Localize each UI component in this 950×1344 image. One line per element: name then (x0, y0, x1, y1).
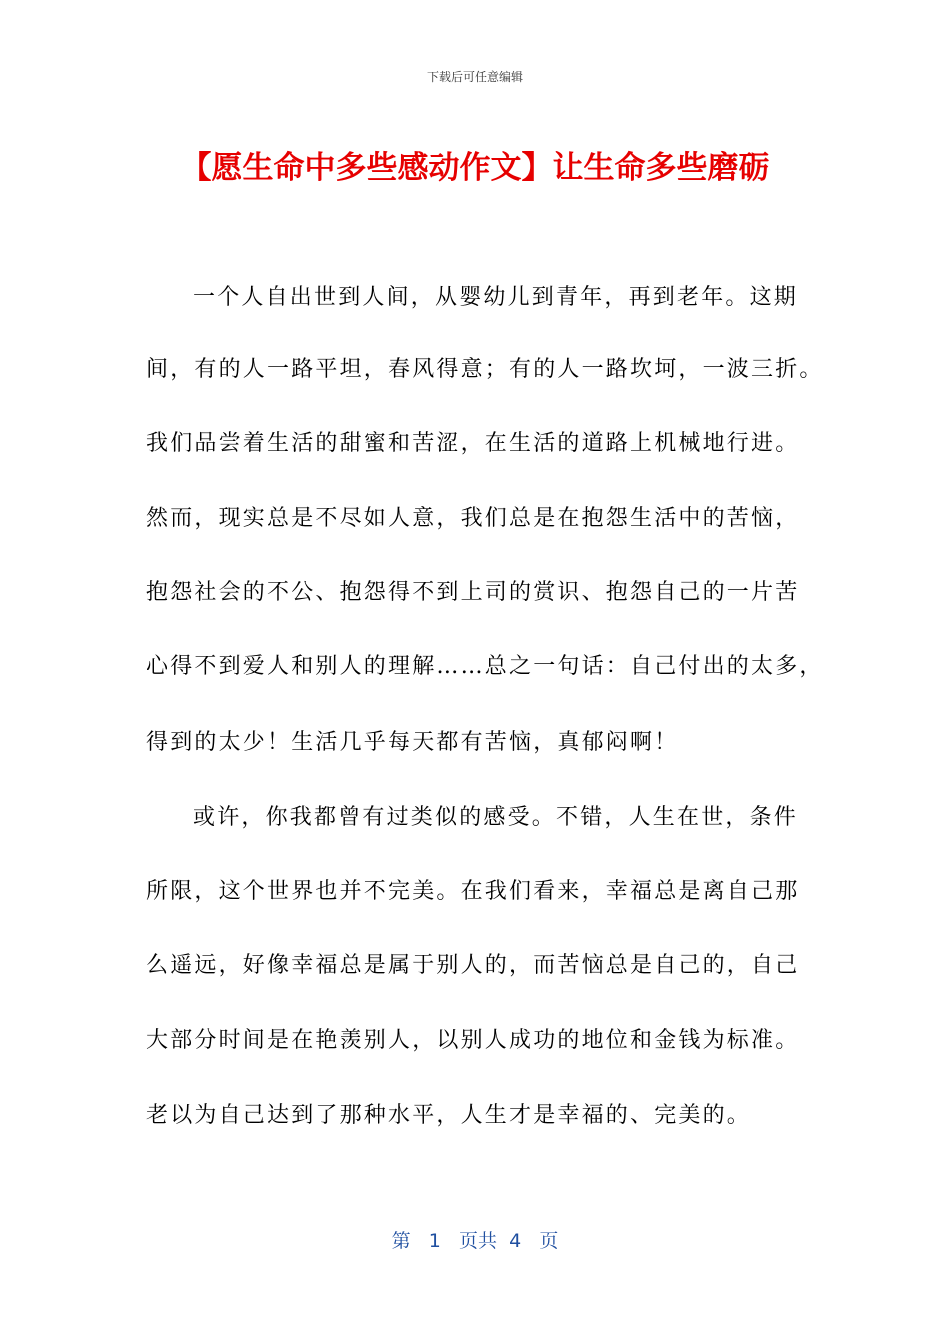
paragraph-line: 得到的太少！生活几乎每天都有苦恼，真郁闷啊！ (146, 730, 679, 755)
paragraph-line: 一个人自出世到人间，从婴幼儿到青年，再到老年。这期 (193, 285, 799, 310)
paragraph-line: 心得不到爱人和别人的理解……总之一句话：自己付出的太多， (146, 654, 824, 679)
footer-page-suffix: 页 (539, 1230, 559, 1252)
footer-page-number: 1 (428, 1230, 441, 1252)
paragraph-line: 么遥远，好像幸福总是属于别人的，而苦恼总是自己的，自己 (146, 953, 800, 978)
footer-page-total: 4 (509, 1230, 522, 1252)
paragraph-line: 抱怨社会的不公、抱怨得不到上司的赏识、抱怨自己的一片苦 (146, 580, 800, 605)
document-title: 【愿生命中多些感动作文】让生命多些磨砺 (180, 150, 770, 186)
footer-page-middle: 页共 (459, 1230, 498, 1252)
paragraph-line: 老以为自己达到了那种水平，人生才是幸福的、完美的。 (146, 1103, 752, 1128)
paragraph-line: 大部分时间是在艳羡别人，以别人成功的地位和金钱为标准。 (146, 1028, 800, 1053)
paragraph-line: 我们品尝着生活的甜蜜和苦涩，在生活的道路上机械地行进。 (146, 431, 800, 456)
paragraph-line: 间，有的人一路平坦，春风得意；有的人一路坎坷，一波三折。 (146, 357, 824, 382)
footer-page-prefix: 第 (391, 1230, 411, 1252)
paragraph-line: 然而，现实总是不尽如人意，我们总是在抱怨生活中的苦恼， (146, 506, 800, 531)
page-header-note: 下载后可任意编辑 (426, 70, 523, 84)
paragraph-line: 所限，这个世界也并不完美。在我们看来，幸福总是离自己那 (146, 879, 800, 904)
page-footer (0, 1226, 950, 1253)
paragraph-line: 或许，你我都曾有过类似的感受。不错，人生在世，条件 (193, 805, 799, 830)
